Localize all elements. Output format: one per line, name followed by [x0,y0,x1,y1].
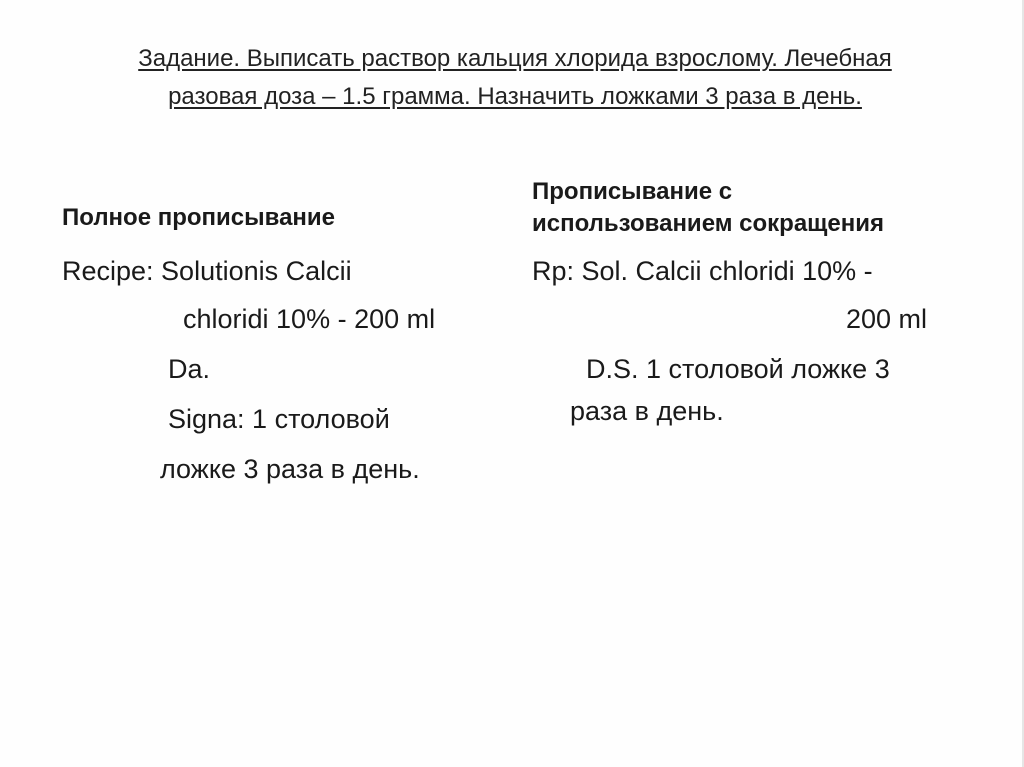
full-prescription-heading: Полное прописывание [62,204,336,231]
abbreviated-heading-line-2: использованием сокращения [532,210,885,237]
full-signa-line: Signa: 1 столовой [168,404,390,434]
abbr-rp-line: Rp: Sol. Calcii chloridi 10% - [532,256,873,286]
task-title-line-1: Задание. Выписать раствор кальция хлорида взрослому. Лечебная [138,45,892,72]
abbreviated-prescription-heading [532,176,884,240]
abbreviated-heading-line-1: Прописывание с [532,178,733,205]
abbr-ds-line: D.S. 1 столовой ложке 3 [586,354,890,384]
abbr-frequency-line: раза в день. [570,396,724,426]
task-title-line-2: разовая доза – 1.5 грамма. Назначить ложками 3 раза в день. [168,83,862,110]
full-da-line: Da. [168,354,211,384]
abbr-volume-line: 200 ml [846,304,928,334]
full-chloridi-line: chloridi 10% - 200 ml [183,304,436,334]
full-dosage-line: ложке 3 раза в день. [160,454,420,484]
full-recipe-line: Recipe: Solutionis Calcii [62,256,352,286]
task-title [40,40,990,116]
